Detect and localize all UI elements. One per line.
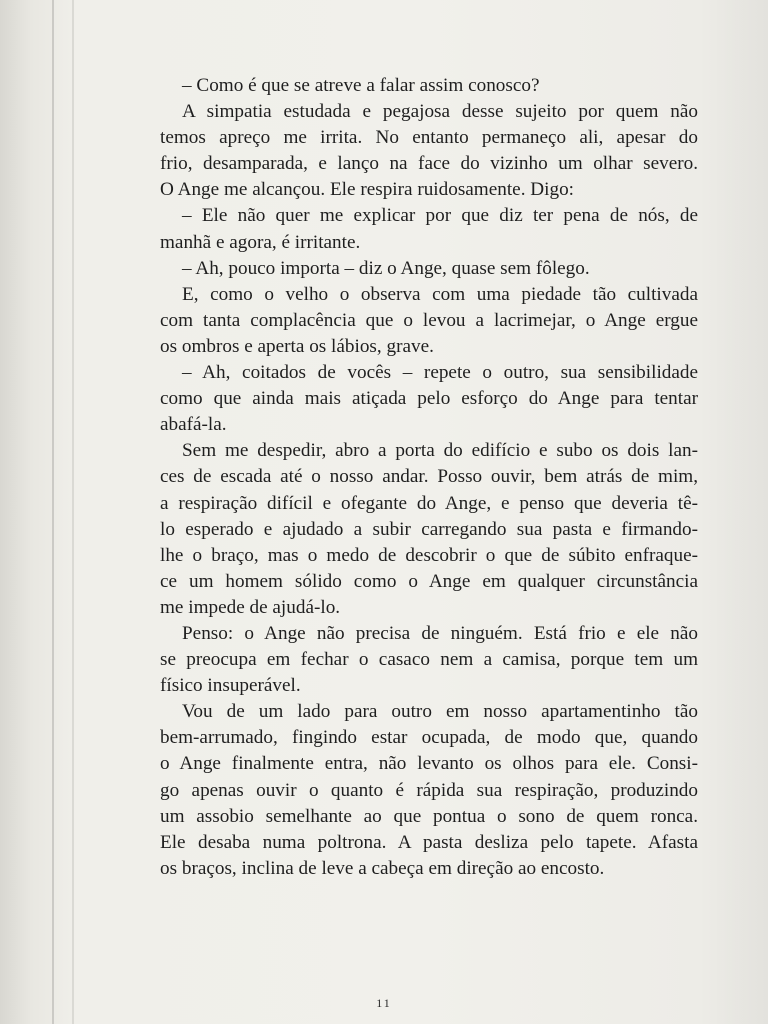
paragraph <box>160 699 698 882</box>
text-line: com tanta complacência que o levou a lacrimejar, o Ange ergue <box>160 309 698 331</box>
page-number: 11 <box>376 996 392 1010</box>
text-line: abafá-la. <box>160 414 227 436</box>
page-text <box>160 73 698 882</box>
text-line: – Ah, coitados de vocês – repete o outro, sua sensibilidade <box>182 362 698 384</box>
text-line: lo esperado e ajudado a subir carregando sua pasta e firmando- <box>160 518 698 540</box>
text-line: temos apreço me irrita. No entanto permaneço ali, apesar do <box>160 127 698 149</box>
text-line: físico insuperável. <box>160 675 301 697</box>
text-line: bem-arrumado, fingindo estar ocupada, de modo que, quando <box>160 727 698 749</box>
text-line: E, como o velho o observa com uma piedade tão cultivada <box>182 283 698 305</box>
text-line: Vou de um lado para outro em nosso apartamentinho tão <box>182 701 698 723</box>
text-line: me impede de ajudá-lo. <box>160 596 341 618</box>
text-line: ce um homem sólido como o Ange em qualquer circunstância <box>160 570 698 592</box>
text-line: Ele desaba numa poltrona. A pasta desliza pelo tapete. Afasta <box>160 831 698 853</box>
text-line: ces de escada até o nosso andar. Posso ouvir, bem atrás de mim, <box>160 466 698 488</box>
text-line: O Ange me alcançou. Ele respira ruidosamente. Digo: <box>160 179 574 201</box>
paragraph <box>160 256 698 282</box>
text-line: se preocupa em fechar o casaco nem a camisa, porque tem um <box>160 649 698 671</box>
paragraph <box>160 438 698 621</box>
paragraph <box>160 203 698 255</box>
text-line: o Ange finalmente entra, não levanto os olhos para ele. Consi- <box>160 753 698 775</box>
text-line: go apenas ouvir o quanto é rápida sua respiração, produzindo <box>160 779 698 801</box>
text-line: A simpatia estudada e pegajosa desse sujeito por quem não <box>182 101 698 123</box>
text-line: – Ah, pouco importa – diz o Ange, quase sem fôlego. <box>182 257 590 279</box>
paragraph <box>160 621 698 699</box>
text-line: – Ele não quer me explicar por que diz ter pena de nós, de <box>182 205 698 227</box>
text-line: os ombros e aperta os lábios, grave. <box>160 335 434 357</box>
text-line: lhe o braço, mas o medo de descobrir o que de súbito enfraque- <box>160 544 698 566</box>
page-edge <box>72 0 74 1024</box>
text-line: frio, desamparada, e lanço na face do vizinho um olhar severo. <box>160 153 698 175</box>
page-edge <box>52 0 54 1024</box>
text-line: os braços, inclina de leve a cabeça em direção ao encosto. <box>160 857 605 879</box>
paragraph <box>160 73 698 99</box>
text-line: a respiração difícil e ofegante do Ange, e penso que deveria tê- <box>160 492 698 514</box>
text-line: – Como é que se atreve a falar assim conosco? <box>182 75 540 96</box>
text-line: Sem me despedir, abro a porta do edifício e subo os dois lan- <box>182 440 698 462</box>
text-line: manhã e agora, é irritante. <box>160 231 361 253</box>
paragraph <box>160 282 698 360</box>
page-shadow <box>698 0 768 1024</box>
paragraph <box>160 360 698 438</box>
text-line: Penso: o Ange não precisa de ninguém. Está frio e ele não <box>182 622 698 644</box>
text-line: como que ainda mais atiçada pelo esforço do Ange para tentar <box>160 388 698 410</box>
paragraph <box>160 99 698 203</box>
text-line: um assobio semelhante ao que pontua o sono de quem ronca. <box>160 805 698 827</box>
